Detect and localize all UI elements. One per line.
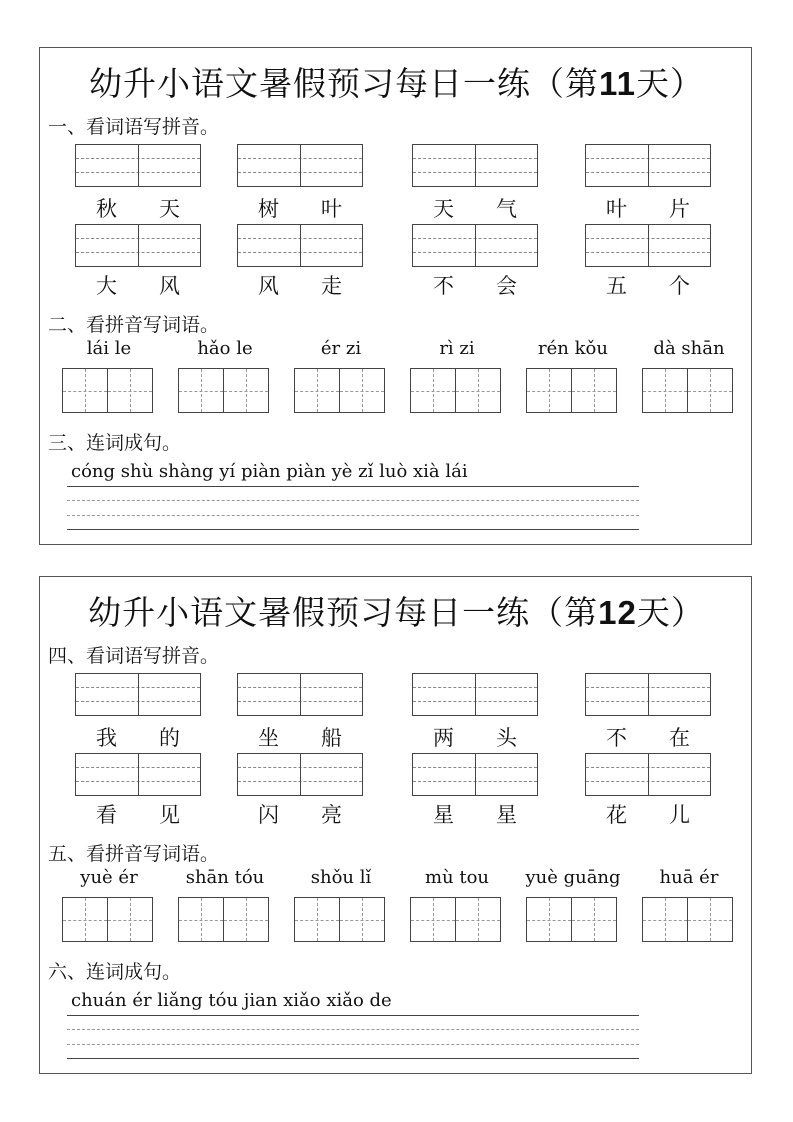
pinyin-prompt: lái le — [86, 338, 132, 359]
tianzi-cell[interactable] — [62, 368, 108, 413]
tianzi-cell[interactable] — [642, 897, 688, 942]
word-characters — [237, 270, 363, 300]
pinyin-prompt: shān tóu — [185, 867, 265, 888]
writing-line — [67, 529, 639, 530]
word-characters — [585, 270, 711, 300]
word-character: 风 — [159, 274, 180, 298]
section-heading: 六、连词成句。 — [48, 961, 182, 983]
word-characters — [75, 722, 201, 752]
tianzi-cell[interactable] — [294, 368, 340, 413]
pinyin-answer-box[interactable] — [75, 673, 201, 716]
pinyin-answer-box[interactable] — [237, 224, 363, 267]
word-character: 叶 — [606, 197, 627, 221]
word-characters — [585, 193, 711, 223]
word-character: 船 — [321, 726, 342, 750]
word-character: 在 — [669, 726, 690, 750]
word-character: 星 — [496, 803, 517, 827]
word-character: 不 — [606, 726, 627, 750]
sentence-words: chuán ér liǎng tóu jian xiǎo xiǎo de — [71, 990, 392, 1011]
tianzi-grid[interactable] — [62, 368, 153, 413]
pinyin-answer-box[interactable] — [75, 144, 201, 187]
word-character: 坐 — [258, 726, 279, 750]
tianzi-cell[interactable] — [223, 368, 269, 413]
section-heading: 五、看拼音写词语。 — [48, 843, 220, 865]
title-suffix: 天） — [635, 64, 704, 103]
word-character: 天 — [433, 197, 454, 221]
page-title — [40, 58, 753, 105]
tianzi-grid[interactable] — [294, 368, 385, 413]
word-character: 走 — [321, 274, 342, 298]
word-characters — [412, 799, 538, 829]
tianzi-grid[interactable] — [178, 368, 269, 413]
pinyin-prompt: mù tou — [424, 867, 490, 888]
tianzi-cell[interactable] — [526, 368, 572, 413]
word-character: 闪 — [258, 803, 279, 827]
word-character: 我 — [96, 726, 117, 750]
word-character: 秋 — [96, 197, 117, 221]
tianzi-cell[interactable] — [107, 897, 153, 942]
sentence-words: cóng shù shàng yí piàn piàn yè zǐ luò xià lái — [71, 461, 468, 482]
tianzi-grid[interactable] — [62, 897, 153, 942]
word-character: 星 — [433, 803, 454, 827]
pinyin-answer-box[interactable] — [75, 753, 201, 796]
word-characters — [75, 193, 201, 223]
tianzi-cell[interactable] — [62, 897, 108, 942]
word-characters — [585, 722, 711, 752]
pinyin-prompt: rì zi — [439, 338, 475, 359]
word-character: 不 — [433, 274, 454, 298]
word-characters — [412, 722, 538, 752]
pinyin-answer-box[interactable] — [585, 224, 711, 267]
section-heading: 三、连词成句。 — [48, 432, 182, 454]
tianzi-cell[interactable] — [410, 897, 456, 942]
section-heading: 二、看拼音写词语。 — [48, 314, 220, 336]
tianzi-cell[interactable] — [687, 897, 733, 942]
title-suffix: 天） — [636, 593, 705, 632]
pinyin-answer-box[interactable] — [412, 224, 538, 267]
tianzi-grid[interactable] — [410, 897, 501, 942]
word-character: 片 — [669, 197, 690, 221]
word-characters — [237, 799, 363, 829]
tianzi-grid[interactable] — [642, 368, 733, 413]
word-character: 亮 — [321, 803, 342, 827]
tianzi-grid[interactable] — [642, 897, 733, 942]
word-character: 头 — [496, 726, 517, 750]
tianzi-grid[interactable] — [410, 368, 501, 413]
word-characters — [585, 799, 711, 829]
word-character: 儿 — [669, 803, 690, 827]
tianzi-cell[interactable] — [526, 897, 572, 942]
word-characters — [412, 270, 538, 300]
word-character: 叶 — [321, 197, 342, 221]
pinyin-prompt: hǎo le — [197, 338, 253, 359]
word-character: 天 — [159, 197, 180, 221]
tianzi-grid[interactable] — [526, 897, 617, 942]
word-characters — [412, 193, 538, 223]
tianzi-grid[interactable] — [178, 897, 269, 942]
word-character: 大 — [96, 274, 117, 298]
section-heading: 四、看词语写拼音。 — [48, 645, 220, 667]
word-character: 两 — [433, 726, 454, 750]
tianzi-cell[interactable] — [339, 897, 385, 942]
pinyin-answer-box[interactable] — [412, 673, 538, 716]
tianzi-cell[interactable] — [455, 897, 501, 942]
pinyin-answer-box[interactable] — [237, 673, 363, 716]
writing-line — [67, 486, 639, 487]
tianzi-cell[interactable] — [107, 368, 153, 413]
pinyin-answer-box[interactable] — [585, 144, 711, 187]
worksheet-day-11 — [39, 47, 752, 545]
pinyin-answer-box[interactable] — [585, 753, 711, 796]
word-character: 见 — [159, 803, 180, 827]
word-characters — [237, 193, 363, 223]
title-prefix: 幼升小语文暑假预习每日一练（第 — [88, 593, 599, 632]
pinyin-prompt: dà shān — [653, 338, 725, 359]
word-character: 五 — [606, 274, 627, 298]
pinyin-answer-box[interactable] — [585, 673, 711, 716]
pinyin-answer-box[interactable] — [237, 144, 363, 187]
tianzi-cell[interactable] — [178, 368, 224, 413]
pinyin-answer-box[interactable] — [237, 753, 363, 796]
pinyin-prompt: yuè guāng — [525, 867, 621, 888]
title-day: 11 — [599, 65, 636, 102]
pinyin-answer-box[interactable] — [412, 753, 538, 796]
word-character: 树 — [258, 197, 279, 221]
word-character: 会 — [496, 274, 517, 298]
tianzi-cell[interactable] — [223, 897, 269, 942]
title-prefix: 幼升小语文暑假预习每日一练（第 — [89, 64, 600, 103]
tianzi-cell[interactable] — [178, 897, 224, 942]
writing-line — [67, 500, 639, 501]
word-character: 风 — [258, 274, 279, 298]
word-character: 个 — [669, 274, 690, 298]
word-characters — [75, 799, 201, 829]
pinyin-prompt: rén kǒu — [538, 338, 608, 359]
writing-line — [67, 1015, 639, 1016]
word-characters — [75, 270, 201, 300]
tianzi-cell[interactable] — [339, 368, 385, 413]
pinyin-prompt: shǒu lǐ — [310, 867, 372, 888]
section-heading: 一、看词语写拼音。 — [48, 116, 220, 138]
page-title — [40, 587, 753, 634]
writing-line — [67, 1029, 639, 1030]
word-character: 看 — [96, 803, 117, 827]
tianzi-cell[interactable] — [410, 368, 456, 413]
word-character: 的 — [159, 726, 180, 750]
pinyin-prompt: huā ér — [659, 867, 719, 888]
tianzi-cell[interactable] — [642, 368, 688, 413]
writing-line — [67, 1044, 639, 1045]
pinyin-prompt: ér zi — [320, 338, 362, 359]
pinyin-prompt: yuè ér — [80, 867, 138, 888]
title-day: 12 — [598, 594, 637, 631]
tianzi-cell[interactable] — [687, 368, 733, 413]
tianzi-grid[interactable] — [294, 897, 385, 942]
tianzi-cell[interactable] — [571, 897, 617, 942]
pinyin-answer-box[interactable] — [75, 224, 201, 267]
tianzi-cell[interactable] — [294, 897, 340, 942]
writing-line — [67, 515, 639, 516]
tianzi-cell[interactable] — [571, 368, 617, 413]
worksheet-day-12 — [39, 576, 752, 1074]
tianzi-grid[interactable] — [526, 368, 617, 413]
tianzi-cell[interactable] — [455, 368, 501, 413]
word-character: 气 — [496, 197, 517, 221]
writing-line — [67, 1058, 639, 1059]
pinyin-answer-box[interactable] — [412, 144, 538, 187]
word-characters — [237, 722, 363, 752]
word-character: 花 — [606, 803, 627, 827]
